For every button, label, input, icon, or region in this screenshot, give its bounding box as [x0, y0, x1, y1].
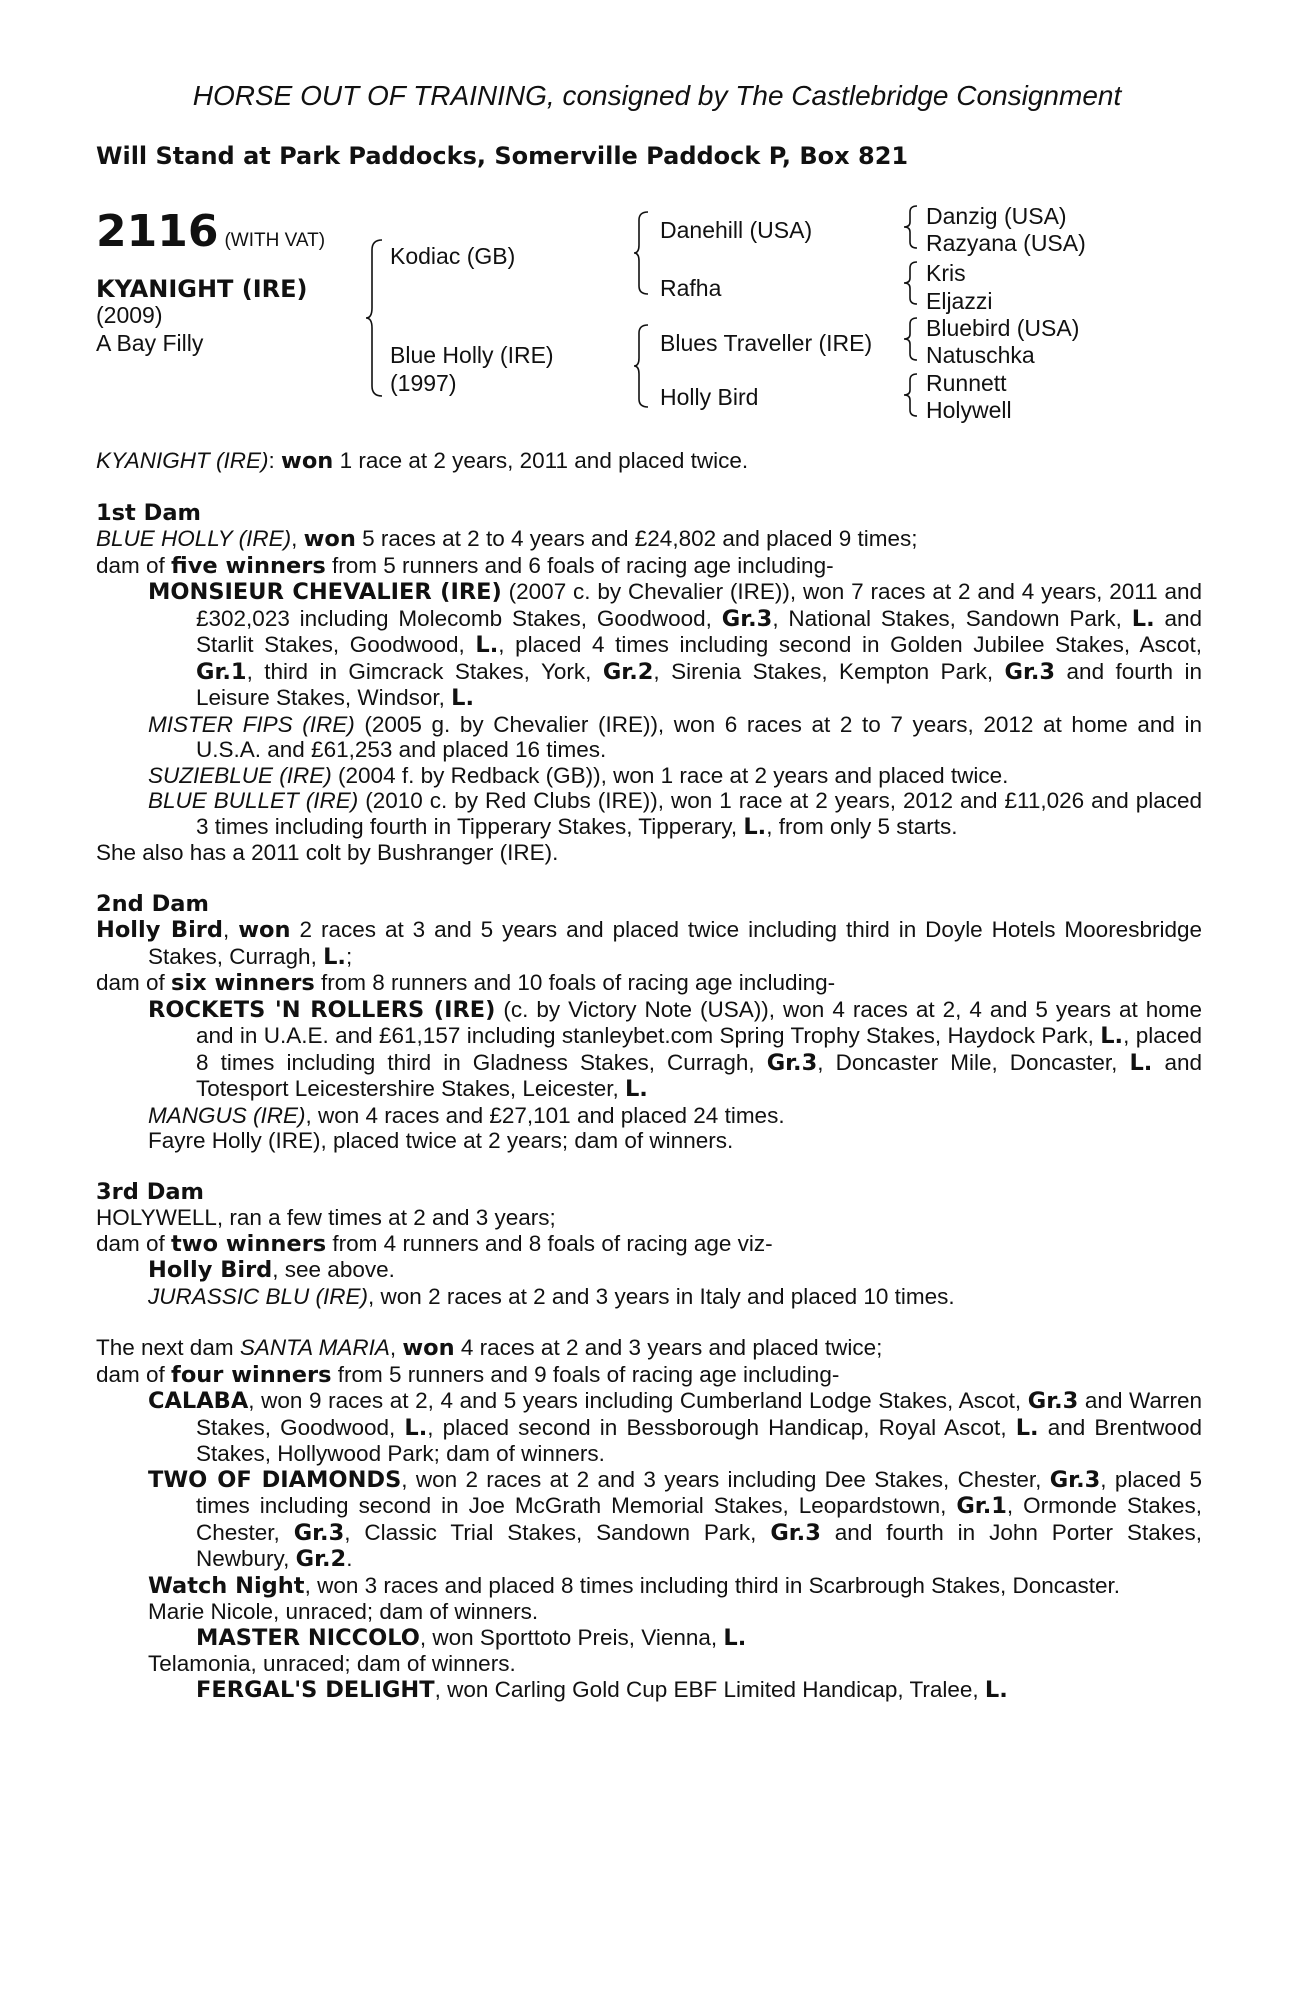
progeny-entry: Telamonia, unraced; dam of winners.: [148, 1651, 516, 1676]
race-summary: KYANIGHT (IRE): won 1 race at 2 years, 2011 and placed twice.: [96, 448, 749, 474]
progeny-entry: TWO OF DIAMONDS, won 2 races at 2 and 3 years including Dee Stakes, Chester, Gr.3, placed 5 times including second in Joe McGrath Memorial Stakes, Leopardstown, Gr.1, Ormonde Stakes, Chester, Gr.3, Classic Trial Stakes, Sandown Park, Gr.3 and fourth in John Porter Stakes, Newbury, Gr.2.: [148, 1466, 1202, 1572]
first-dam-produce: dam of five winners from 5 runners and 6 foals of racing age including-: [96, 552, 834, 579]
catalogue-body: [96, 448, 1202, 1703]
pedigree-sire-dam: Rafha: [660, 275, 722, 301]
vat-label: (WITH VAT): [224, 230, 326, 251]
pedigree-brace-g3-3: [902, 316, 920, 362]
progeny-entry: Fayre Holly (IRE), placed twice at 2 years; dam of winners.: [148, 1128, 734, 1153]
progeny-entry: MONSIEUR CHEVALIER (IRE) (2007 c. by Chevalier (IRE)), won 7 races at 2 and 4 years, 2011 and £302,023 including Molecomb Stakes, Goodwood, Gr.3, National Stakes, Sandown Park, L. and Starlit Stakes, Goodwood, L., placed 4 times including second in Golden Jubilee Stakes, Ascot, Gr.1, third in Gimcrack Stakes, York, Gr.2, Sirenia Stakes, Kempton Park, Gr.3 and fourth in Leisure Stakes, Windsor, L.: [148, 579, 1203, 711]
pedigree-brace-main: [364, 238, 388, 398]
progeny-entry: Holly Bird, see above.: [148, 1257, 395, 1283]
pedigree-g3-item: Razyana (USA): [926, 230, 1086, 256]
first-dam-note: She also has a 2011 colt by Bushranger (IRE).: [96, 840, 559, 865]
pedigree-g3-item: Runnett: [926, 370, 1007, 396]
third-dam-produce: dam of two winners from 4 runners and 8 foals of racing age viz-: [96, 1230, 773, 1257]
page-title: HORSE OUT OF TRAINING, consigned by The Castlebridge Consignment: [192, 80, 1122, 111]
first-dam-line: BLUE HOLLY (IRE), won 5 races at 2 to 4 years and £24,802 and placed 9 times;: [96, 526, 918, 552]
pedigree-g3-item: Natuschka: [926, 342, 1035, 368]
pedigree-dam-dam: Holly Bird: [660, 384, 759, 410]
first-dam-heading: 1st Dam: [96, 499, 201, 526]
pedigree-brace-dam: [632, 323, 652, 409]
pedigree-brace-g3-4: [902, 372, 920, 418]
pedigree-sire: Kodiac (GB): [390, 243, 516, 269]
progeny-entry: Marie Nicole, unraced; dam of winners.: [148, 1599, 539, 1624]
pedigree-brace-g3-1: [902, 204, 920, 250]
second-dam-heading: 2nd Dam: [96, 890, 209, 917]
next-dam-produce: dam of four winners from 5 runners and 9 foals of racing age including-: [96, 1361, 840, 1388]
pedigree-brace-g3-2: [902, 260, 920, 306]
stand-location: Will Stand at Park Paddocks, Somerville Paddock P, Box 821: [96, 142, 909, 170]
second-dam-produce: dam of six winners from 8 runners and 10 foals of racing age including-: [96, 970, 836, 996]
horse-year: (2009): [96, 302, 163, 328]
progeny-entry: MANGUS (IRE), won 4 races and £27,101 and placed 24 times.: [148, 1102, 785, 1128]
third-dam-heading: 3rd Dam: [96, 1178, 204, 1205]
progeny-entry: JURASSIC BLU (IRE), won 2 races at 2 and 3 years in Italy and placed 10 times.: [148, 1283, 955, 1309]
progeny-entry: ROCKETS 'N ROLLERS (IRE) (c. by Victory Note (USA)), won 4 races at 2, 4 and 5 years at home and in U.A.E. and £61,157 including stanleybet.com Spring Trophy Stakes, Haydock Park, L., placed 8 times including third in Gladness Stakes, Curragh, Gr.3, Doncaster Mile, Doncaster, L. and Totesport Leicestershire Stakes, Leicester, L.: [148, 996, 1202, 1102]
lot-header: [96, 206, 325, 257]
second-dam-line: Holly Bird, won 2 races at 3 and 5 years and placed twice including third in Doyle Hotels Mooresbridge Stakes, Curragh, L.;: [96, 917, 1202, 970]
pedigree-dam-year: (1997): [390, 370, 457, 396]
progeny-entry: FERGAL'S DELIGHT, won Carling Gold Cup EBF Limited Handicap, Tralee, L.: [196, 1676, 1008, 1703]
third-dam-line: HOLYWELL, ran a few times at 2 and 3 years;: [96, 1205, 556, 1230]
progeny-entry: MISTER FIPS (IRE) (2005 g. by Chevalier (IRE)), won 6 races at 2 to 7 years, 2012 at home and in U.S.A. and £61,253 and placed 16 times.: [148, 711, 1202, 762]
pedigree-g3-item: Danzig (USA): [926, 203, 1067, 229]
pedigree-g3-item: Bluebird (USA): [926, 315, 1080, 341]
progeny-entry: Watch Night, won 3 races and placed 8 times including third in Scarbrough Stakes, Doncaster.: [148, 1572, 1121, 1599]
pedigree-g3-item: Kris: [926, 260, 966, 286]
pedigree-g3-item: Holywell: [926, 397, 1012, 423]
pedigree-dam: Blue Holly (IRE): [390, 342, 554, 368]
progeny-entry: BLUE BULLET (IRE) (2010 c. by Red Clubs (IRE)), won 1 race at 2 years, 2012 and £11,026 and placed 3 times including fourth in Tipperary Stakes, Tipperary, L., from only 5 starts.: [148, 788, 1202, 840]
horse-name: KYANIGHT (IRE): [96, 275, 308, 303]
progeny-entry: CALABA, won 9 races at 2, 4 and 5 years including Cumberland Lodge Stakes, Ascot, Gr.3 and Warren Stakes, Goodwood, L., placed second in Bessborough Handicap, Royal Ascot, L. and Brentwood Stakes, Hollywood Park; dam of winners.: [148, 1388, 1202, 1466]
progeny-entry: MASTER NICCOLO, won Sporttoto Preis, Vienna, L.: [196, 1624, 747, 1651]
next-dam-line: The next dam SANTA MARIA, won 4 races at 2 and 3 years and placed twice;: [96, 1335, 883, 1361]
pedigree-g3-item: Eljazzi: [926, 288, 993, 314]
pedigree-sire-sire: Danehill (USA): [660, 217, 813, 243]
progeny-entry: SUZIEBLUE (IRE) (2004 f. by Redback (GB)), won 1 race at 2 years and placed twice.: [148, 762, 1009, 788]
lot-number: 2116: [96, 206, 219, 257]
horse-description: A Bay Filly: [96, 330, 204, 356]
pedigree-brace-sire: [632, 210, 652, 296]
pedigree-dam-sire: Blues Traveller (IRE): [660, 330, 873, 356]
